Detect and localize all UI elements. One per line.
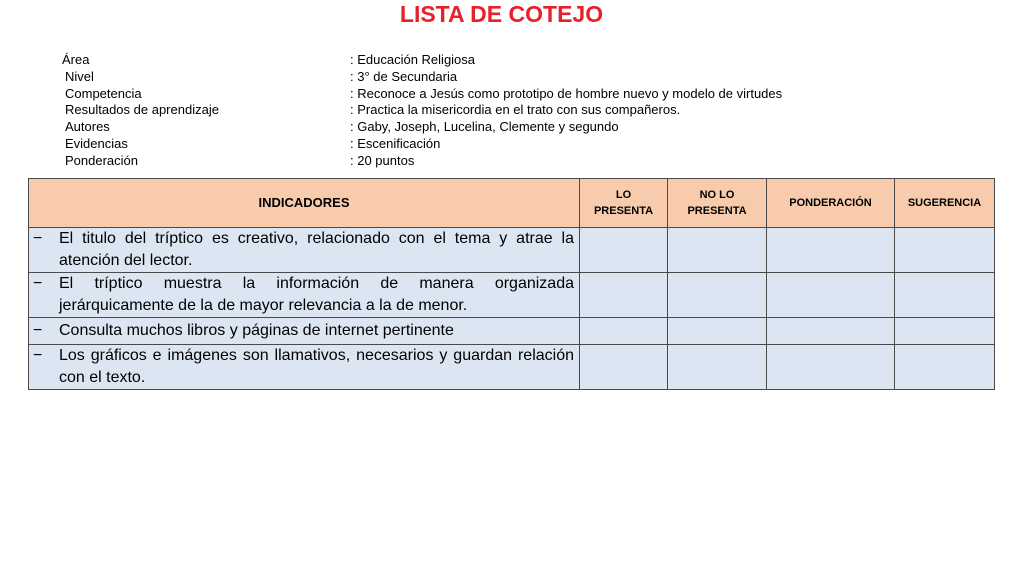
info-label: Ponderación [65,152,138,168]
indicator-cell [29,273,580,318]
checklist-table [28,178,995,390]
header-no-lo-presenta-line1: NO LO [699,189,735,201]
header-sugerencia: SUGERENCIA [895,179,995,228]
header-no-lo-presenta-line2: PRESENTA [687,205,747,217]
dash-bullet-icon: − [33,347,43,364]
info-value: : 20 puntos [350,152,415,168]
indicator-text: Consulta muchos libros y páginas de internet pertinente [59,322,454,339]
indicator-text: El tríptico muestra la información de manera organizada jerárquicamente de la de mayor relevancia a la de menor. [59,275,574,314]
header-lo-presenta-line1: LO [615,189,632,201]
dash-bullet-icon: − [33,322,43,339]
lo-presenta-cell[interactable] [580,318,668,345]
info-row-resultados [0,102,1024,119]
header-lo-presenta [580,179,668,228]
info-row-competencia [0,86,1024,103]
info-value: : Escenificación [350,135,441,151]
info-row-nivel [0,69,1024,86]
info-row-ponderacion [0,153,1024,170]
sugerencia-cell[interactable] [895,345,995,390]
indicator-cell [29,228,580,273]
ponderacion-cell[interactable] [767,345,895,390]
header-lo-presenta-line2: PRESENTA [593,205,654,217]
ponderacion-cell[interactable] [767,273,895,318]
info-label: Nivel [65,68,94,84]
dash-bullet-icon: − [33,230,43,247]
table-row [29,273,995,318]
info-label: Resultados de aprendizaje [65,102,219,118]
sugerencia-cell[interactable] [895,228,995,273]
lo-presenta-cell[interactable] [580,345,668,390]
indicator-cell [29,318,580,345]
header-indicadores: INDICADORES [29,179,580,228]
table-row [29,345,995,390]
info-label: Autores [65,119,110,135]
lo-presenta-cell[interactable] [580,273,668,318]
dash-bullet-icon: − [33,275,43,292]
page-title: LISTA DE COTEJO [399,1,604,27]
info-row-autores [0,119,1024,136]
info-value: : 3° de Secundaria [350,68,458,84]
indicator-text: Los gráficos e imágenes son llamativos, necesarios y guardan relación con el texto. [59,347,574,386]
info-label: Área [62,52,90,67]
info-block [0,52,1024,170]
indicator-text: El titulo del tríptico es creativo, relacionado con el tema y atrae la atención del lector. [59,230,574,269]
no-lo-presenta-cell[interactable] [668,228,767,273]
info-row-area [0,52,1024,69]
lo-presenta-cell[interactable] [580,228,668,273]
indicator-cell [29,345,580,390]
sugerencia-cell[interactable] [895,318,995,345]
info-label: Evidencias [65,135,128,151]
no-lo-presenta-cell[interactable] [668,345,767,390]
table-header-row [29,179,995,228]
header-no-lo-presenta [668,179,767,228]
info-value: : Practica la misericordia en el trato con sus compañeros. [350,102,681,118]
no-lo-presenta-cell[interactable] [668,273,767,318]
header-ponderacion: PONDERACIÓN [767,179,895,228]
info-value: : Educación Religiosa [350,52,476,67]
ponderacion-cell[interactable] [767,318,895,345]
table-row [29,228,995,273]
ponderacion-cell[interactable] [767,228,895,273]
table-row [29,318,995,345]
info-row-evidencias [0,136,1024,153]
info-value: : Reconoce a Jesús como prototipo de hombre nuevo y modelo de virtudes [350,85,783,101]
info-label: Competencia [65,85,142,101]
info-value: : Gaby, Joseph, Lucelina, Clemente y segundo [350,119,619,135]
no-lo-presenta-cell[interactable] [668,318,767,345]
sugerencia-cell[interactable] [895,273,995,318]
